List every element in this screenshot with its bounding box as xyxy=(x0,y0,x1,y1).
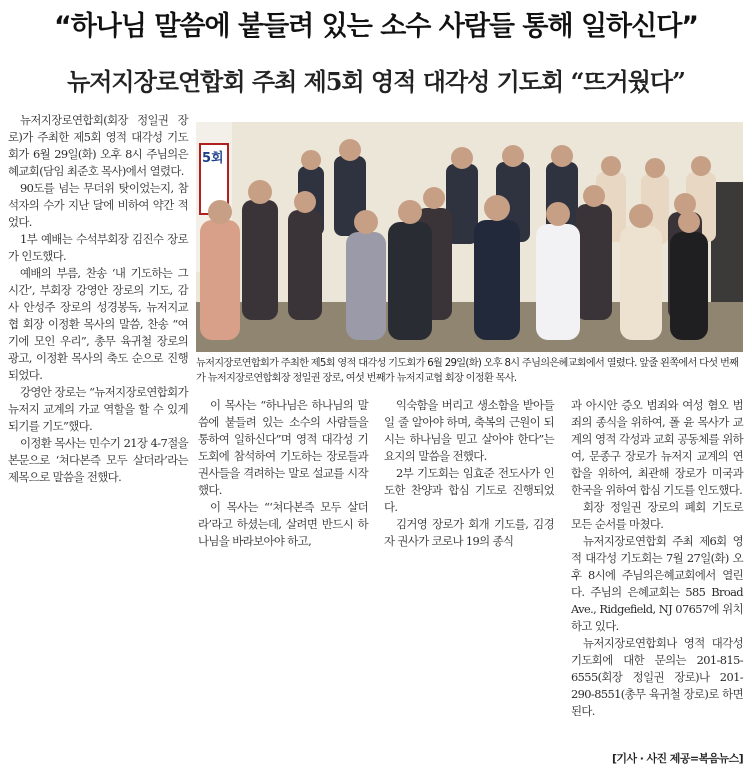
subheadline: 뉴저지장로연합회 주최 제5회 영적 대각성 기도회 “뜨거웠다” xyxy=(67,67,685,96)
paragraph: 이 목사는 “하나님은 하나님의 말씀에 붙들려 있는 소수의 사람들을 통하여 일하신다”며 영적 대각성 기도회에 참석하여 기도하는 장로들과 권사들을 격려하는 말로 설교를 시작했다. xyxy=(198,398,368,497)
headline: “하나님 말씀에 붙들려 있는 소수 사람들 통해 일하신다” xyxy=(53,11,699,42)
article-column-2 xyxy=(198,397,368,550)
group-photo-illustration xyxy=(196,122,743,352)
paragraph: 1부 예배는 수석부회장 김진수 장로가 인도했다. xyxy=(8,232,188,263)
paragraph: 뉴저지장로연합회(회장 정일권 장로)가 주최한 제5회 영적 대각성 기도회가 6월 29일(화) 오후 8시 주님의은혜교회(담임 최준호 목사)에서 열렸다. xyxy=(8,113,188,178)
article-column-4 xyxy=(571,397,743,720)
paragraph: 90도를 넘는 무더위 탓이었는지, 참석자의 수가 지난 달에 비하여 약간 적었다. xyxy=(8,181,188,229)
paragraph: 2부 기도회는 임효준 전도사가 인도한 찬양과 합심 기도로 진행되었다. xyxy=(384,466,554,514)
paragraph: 뉴저지장로연합회 주최 제6회 영적 대각성 기도회는 7월 27일(화) 오후 8시에 주님의은혜교회에서 열린다. 주님의 은혜교회는 585 Broad Ave., Ridgefield, NJ 07657에 위치하고 있다. xyxy=(571,534,743,633)
paragraph: 김거영 장로가 회개 기도를, 김경자 권사가 코로나 19의 종식 xyxy=(384,517,554,548)
paragraph: 익숙함을 버리고 생소함을 받아들일 줄 알아야 하며, 축복의 근원이 되시는 하나님을 믿고 살아야 한다”는 요지의 말씀을 전했다. xyxy=(384,398,554,463)
paragraph: 이 목사는 “‘쳐다본즉 모두 살더라’라고 하셨는데, 살려면 반드시 하나님을 바라보아야 하고, xyxy=(198,500,368,548)
paragraph: 예배의 부름, 찬송 ‘내 기도하는 그 시간’, 부회장 강영안 장로의 기도, 감사 안성주 장로의 성경봉독, 뉴저지교협 회장 이정환 목사의 말씀, 찬송 “여기에 모인 우리”, 총무 육귀철 장로의 광고, 이정환 목사의 축도 순으로 진행되었다. xyxy=(8,266,188,382)
paragraph: 과 아시안 증오 범죄와 여성 혐오 범죄의 종식을 위하여, 폴 윤 목사가 교계의 영적 각성과 교회 공동체를 위하여, 문종구 장로가 뉴저지 교계의 연합을 위하여, 최관해 장로가 미국과 한국을 위하여 합심 기도를 인도했다. xyxy=(571,398,743,497)
paragraph: 이정환 목사는 민수기 21장 4-7절을 본문으로 ‘쳐다본즉 모두 살더라’라는 제목으로 말씀을 전했다. xyxy=(8,436,188,484)
photo-credit: [기사 · 사진 제공=복음뉴스] xyxy=(612,752,743,765)
banner-text: 5회 xyxy=(202,151,224,166)
group-photo xyxy=(196,122,743,352)
paragraph: 회장 정일권 장로의 폐회 기도로 모든 순서를 마쳤다. xyxy=(571,500,743,531)
paragraph: 뉴저지장로연합회나 영적 대각성 기도회에 대한 문의는 201-815-6555(회장 정일권 장로)나 201-290-8551(총무 육귀철 장로)로 하면 된다. xyxy=(571,636,743,718)
paragraph: 강영안 장로는 “뉴저지장로연합회가 뉴저지 교계의 가교 역할을 할 수 있게 되기를 기도”했다. xyxy=(8,385,188,433)
article-column-3 xyxy=(384,397,554,550)
photo-caption: 뉴저지장로연합회가 주최한 제5회 영적 대각성 기도회가 6월 29일(화) 오후 8시 주님의은혜교회에서 열렸다. 앞줄 왼쪽에서 다섯 번째가 뉴저지장로연합회장 정일권 장로, 여섯 번째가 뉴저지교협 회장 이정환 목사. xyxy=(196,358,739,384)
article-column-1 xyxy=(8,112,188,486)
